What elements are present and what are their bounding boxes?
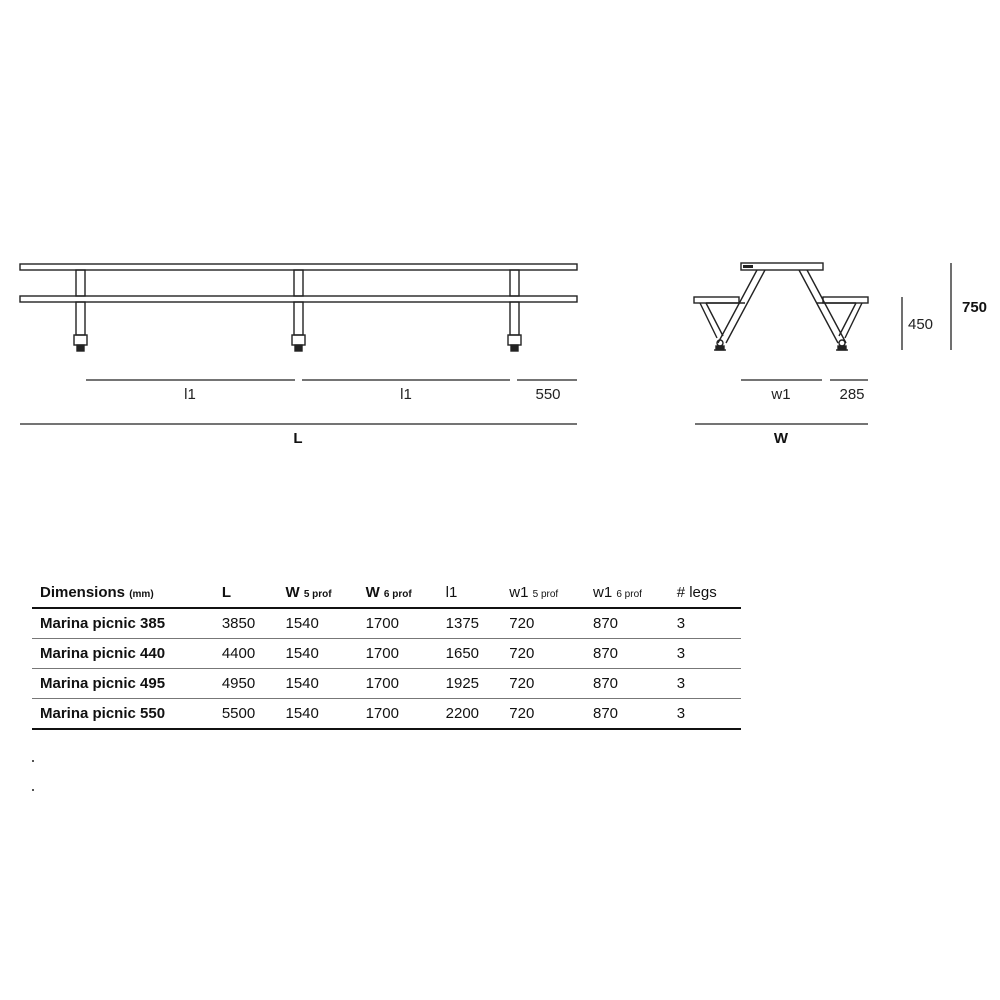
table-header-row xyxy=(32,578,741,608)
table-row xyxy=(32,699,741,730)
stray-dot xyxy=(32,789,34,791)
cell-l1: 1650 xyxy=(438,639,502,669)
cell-w1-6: 870 xyxy=(585,639,669,669)
cell-W5: 1540 xyxy=(277,669,357,699)
header-legs: # legs xyxy=(669,578,741,608)
cell-w1-6: 870 xyxy=(585,608,669,639)
table-row xyxy=(32,639,741,669)
dim-W: W xyxy=(773,430,789,447)
stray-dot xyxy=(32,760,34,762)
cell-W6: 1700 xyxy=(358,699,438,730)
dim-285: 285 xyxy=(839,386,865,403)
seat-left-end xyxy=(694,297,739,303)
dim-450: 450 xyxy=(908,316,934,333)
cell-l1: 1925 xyxy=(438,669,502,699)
cell-l1: 2200 xyxy=(438,699,502,730)
dimensions-table xyxy=(32,578,741,730)
cell-w1-6: 870 xyxy=(585,699,669,730)
header-W5: W 5 prof xyxy=(277,578,357,608)
dim-750: 750 xyxy=(962,299,988,316)
cell-name: Marina picnic 495 xyxy=(32,669,214,699)
cell-L: 4950 xyxy=(214,669,278,699)
table-row xyxy=(32,669,741,699)
cell-legs: 3 xyxy=(669,608,741,639)
leg-right xyxy=(508,270,521,351)
end-view xyxy=(694,263,868,350)
cell-name: Marina picnic 550 xyxy=(32,699,214,730)
cell-legs: 3 xyxy=(669,669,741,699)
cell-legs: 3 xyxy=(669,639,741,669)
cell-W6: 1700 xyxy=(358,608,438,639)
cell-name: Marina picnic 440 xyxy=(32,639,214,669)
leg-middle xyxy=(292,270,305,351)
header-w1-5: w1 5 prof xyxy=(501,578,585,608)
cell-L: 3850 xyxy=(214,608,278,639)
tabletop-end xyxy=(741,263,823,270)
cell-l1: 1375 xyxy=(438,608,502,639)
cell-W5: 1540 xyxy=(277,608,357,639)
frame-left xyxy=(700,270,765,350)
cell-W6: 1700 xyxy=(358,669,438,699)
dim-550: 550 xyxy=(535,386,561,403)
header-dimensions: Dimensions (mm) xyxy=(32,578,214,608)
cell-w1-5: 720 xyxy=(501,639,585,669)
cell-w1-5: 720 xyxy=(501,669,585,699)
table-row xyxy=(32,608,741,639)
cell-L: 4400 xyxy=(214,639,278,669)
cell-w1-5: 720 xyxy=(501,608,585,639)
tabletop-side xyxy=(20,264,577,270)
side-dimension-lines xyxy=(20,380,577,424)
dim-l1-first: l1 xyxy=(184,386,196,403)
dim-l1-second: l1 xyxy=(400,386,412,403)
side-view xyxy=(20,264,577,351)
dim-L: L xyxy=(293,430,303,447)
cell-W5: 1540 xyxy=(277,639,357,669)
bench-side xyxy=(20,296,577,302)
cell-W6: 1700 xyxy=(358,639,438,669)
leg-left xyxy=(74,270,87,351)
cell-L: 5500 xyxy=(214,699,278,730)
cell-legs: 3 xyxy=(669,699,741,730)
seat-right-end xyxy=(823,297,868,303)
cell-w1-5: 720 xyxy=(501,699,585,730)
header-l1: l1 xyxy=(438,578,502,608)
cell-w1-6: 870 xyxy=(585,669,669,699)
cell-W5: 1540 xyxy=(277,699,357,730)
cell-name: Marina picnic 385 xyxy=(32,608,214,639)
frame-right xyxy=(799,270,862,350)
header-L: L xyxy=(214,578,278,608)
header-w1-6: w1 6 prof xyxy=(585,578,669,608)
header-W6: W 6 prof xyxy=(358,578,438,608)
end-dimension-lines xyxy=(695,263,951,424)
dim-w1: w1 xyxy=(771,386,791,403)
